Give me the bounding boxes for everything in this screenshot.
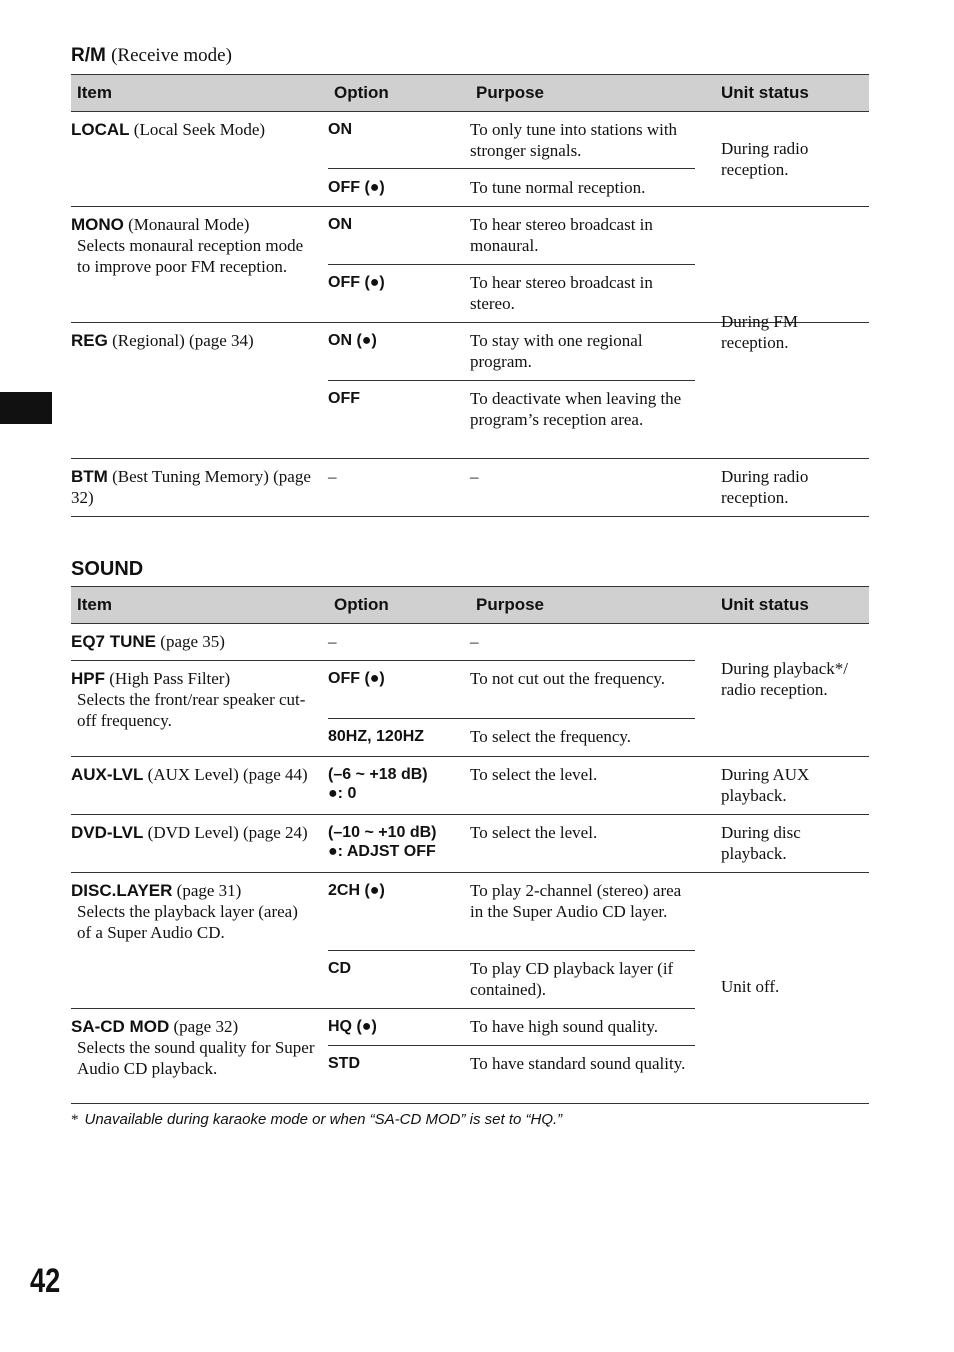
option-aux — [328, 765, 478, 803]
purpose-sacd-hq: To have high sound quality. — [470, 1017, 658, 1036]
header-option: Option — [334, 83, 389, 102]
row-divider — [71, 1008, 695, 1009]
footnote-text: Unavailable during karaoke mode or when “SA-CD MOD” is set to “HQ.” — [84, 1111, 563, 1128]
rm-section-title — [71, 45, 232, 67]
item-aux-label: (AUX Level) (page 44) — [147, 765, 308, 784]
purpose-reg-on: To stay with one regional program. — [470, 331, 643, 371]
purpose-dvd: To select the level. — [470, 823, 598, 842]
purpose-disc-2ch: To play 2-channel (stereo) area in the Super Audio CD layer. — [470, 881, 682, 921]
item-hpf-key: HPF — [71, 669, 105, 688]
purpose-hpf-off: To not cut out the frequency. — [470, 669, 666, 688]
item-reg-key: REG — [71, 331, 108, 350]
item-disc-layer — [71, 880, 316, 943]
item-mono-desc: Selects monaural reception mode to improve poor FM reception. — [77, 236, 304, 276]
item-mono-label: (Monaural Mode) — [128, 215, 250, 234]
row-divider — [71, 516, 869, 517]
status-btm: During radio reception. — [721, 467, 809, 507]
option-aux-range: (–6 ~ +18 dB) — [328, 766, 428, 783]
divider — [328, 264, 695, 265]
option-btm: – — [328, 467, 337, 486]
purpose-mono-off: To hear stereo broadcast in stereo. — [470, 273, 653, 313]
option-eq7: – — [328, 632, 337, 651]
sound-table — [71, 586, 869, 1106]
row-divider — [71, 458, 869, 459]
option-hpf-freq: 80HZ, 120HZ — [328, 728, 425, 745]
item-eq7-key: EQ7 TUNE — [71, 632, 157, 651]
item-disc-label: (page 31) — [176, 881, 242, 900]
purpose-aux: To select the level. — [470, 765, 598, 784]
option-disc-2ch: 2CH (●) — [328, 882, 385, 899]
section-tab-marker — [0, 392, 52, 424]
rm-table — [71, 74, 869, 518]
row-divider — [71, 872, 869, 873]
divider — [328, 1045, 695, 1046]
sound-section-title: SOUND — [71, 558, 144, 580]
item-disc-desc: Selects the playback layer (area) of a Super Audio CD. — [77, 902, 298, 942]
header-option: Option — [334, 595, 389, 614]
item-disc-key: DISC.LAYER — [71, 881, 173, 900]
header-purpose: Purpose — [476, 595, 545, 614]
footnote — [71, 1111, 562, 1129]
divider — [328, 718, 695, 719]
status-fm: During FM reception. — [721, 312, 798, 352]
item-sacd-label: (page 32) — [173, 1017, 239, 1036]
header-unit-status: Unit status — [721, 595, 809, 614]
item-eq7 — [71, 631, 316, 652]
row-divider — [71, 206, 869, 207]
item-hpf — [71, 668, 316, 731]
header-unit-status: Unit status — [721, 83, 809, 102]
purpose-mono-on: To hear stereo broadcast in monaural. — [470, 215, 653, 255]
sound-table-header — [71, 586, 869, 624]
row-divider — [71, 756, 869, 757]
status-local: During radio reception. — [721, 139, 809, 179]
purpose-reg-off: To deactivate when leaving the program’s reception area. — [470, 389, 682, 429]
option-dvd-range: (–10 ~ +10 dB) — [328, 824, 437, 841]
row-divider — [71, 814, 869, 815]
purpose-hpf-freq: To select the frequency. — [470, 727, 632, 746]
item-btm-label: (Best Tuning Memory) (page 32) — [71, 467, 311, 507]
rm-title-key: R/M — [71, 45, 106, 66]
item-dvd-lvl — [71, 822, 316, 843]
item-mono — [71, 214, 316, 277]
item-mono-key: MONO — [71, 215, 124, 234]
purpose-eq7: – — [470, 632, 479, 651]
item-local — [71, 119, 316, 140]
option-sacd-std: STD — [328, 1055, 360, 1072]
footnote-mark: * — [71, 1112, 79, 1128]
purpose-local-on: To only tune into stations with stronger signals. — [470, 120, 678, 160]
item-local-key: LOCAL — [71, 120, 130, 139]
item-aux-lvl — [71, 764, 316, 785]
item-eq7-label: (page 35) — [160, 632, 225, 651]
purpose-local-off: To tune normal reception. — [470, 178, 646, 197]
purpose-btm: – — [470, 467, 479, 486]
option-dvd — [328, 823, 478, 861]
page-number: 42 — [30, 1262, 61, 1300]
header-purpose: Purpose — [476, 83, 545, 102]
purpose-disc-cd: To play CD playback layer (if contained). — [470, 959, 674, 999]
option-reg-off: OFF — [328, 390, 360, 407]
divider — [328, 380, 695, 381]
divider — [328, 168, 695, 169]
rm-title-sub: (Receive mode) — [111, 45, 232, 66]
item-sacd-key: SA-CD MOD — [71, 1017, 170, 1036]
option-local-on: ON — [328, 121, 352, 138]
status-playback: During playback*/ radio reception. — [721, 659, 848, 699]
option-reg-on: ON (●) — [328, 332, 377, 349]
item-hpf-label: (High Pass Filter) — [109, 669, 231, 688]
status-unit-off: Unit off. — [721, 977, 780, 996]
item-btm — [71, 466, 316, 508]
header-item: Item — [77, 83, 112, 102]
option-aux-default: ●: 0 — [328, 785, 357, 802]
item-aux-key: AUX-LVL — [71, 765, 144, 784]
option-disc-cd: CD — [328, 960, 352, 977]
item-btm-key: BTM — [71, 467, 108, 486]
option-sacd-hq: HQ (●) — [328, 1018, 377, 1035]
rm-table-header — [71, 74, 869, 112]
item-dvd-label: (DVD Level) (page 24) — [147, 823, 308, 842]
header-item: Item — [77, 595, 112, 614]
option-local-off: OFF (●) — [328, 179, 385, 196]
item-sacd-desc: Selects the sound quality for Super Audio CD playback. — [77, 1038, 315, 1078]
item-sacd-mod — [71, 1016, 316, 1079]
option-mono-on: ON — [328, 216, 352, 233]
status-aux: During AUX playback. — [721, 765, 810, 805]
row-divider — [71, 1103, 869, 1104]
item-reg-label: (Regional) (page 34) — [112, 331, 254, 350]
status-dvd: During disc playback. — [721, 823, 801, 863]
item-local-label: (Local Seek Mode) — [133, 120, 266, 139]
option-hpf-off: OFF (●) — [328, 670, 385, 687]
divider — [328, 950, 695, 951]
option-mono-off: OFF (●) — [328, 274, 385, 291]
item-reg — [71, 330, 316, 351]
option-dvd-default: ●: ADJST OFF — [328, 843, 436, 860]
item-hpf-desc: Selects the front/rear speaker cut-off frequency. — [77, 690, 306, 730]
row-divider — [71, 660, 695, 661]
purpose-sacd-std: To have standard sound quality. — [470, 1054, 686, 1073]
item-dvd-key: DVD-LVL — [71, 823, 144, 842]
